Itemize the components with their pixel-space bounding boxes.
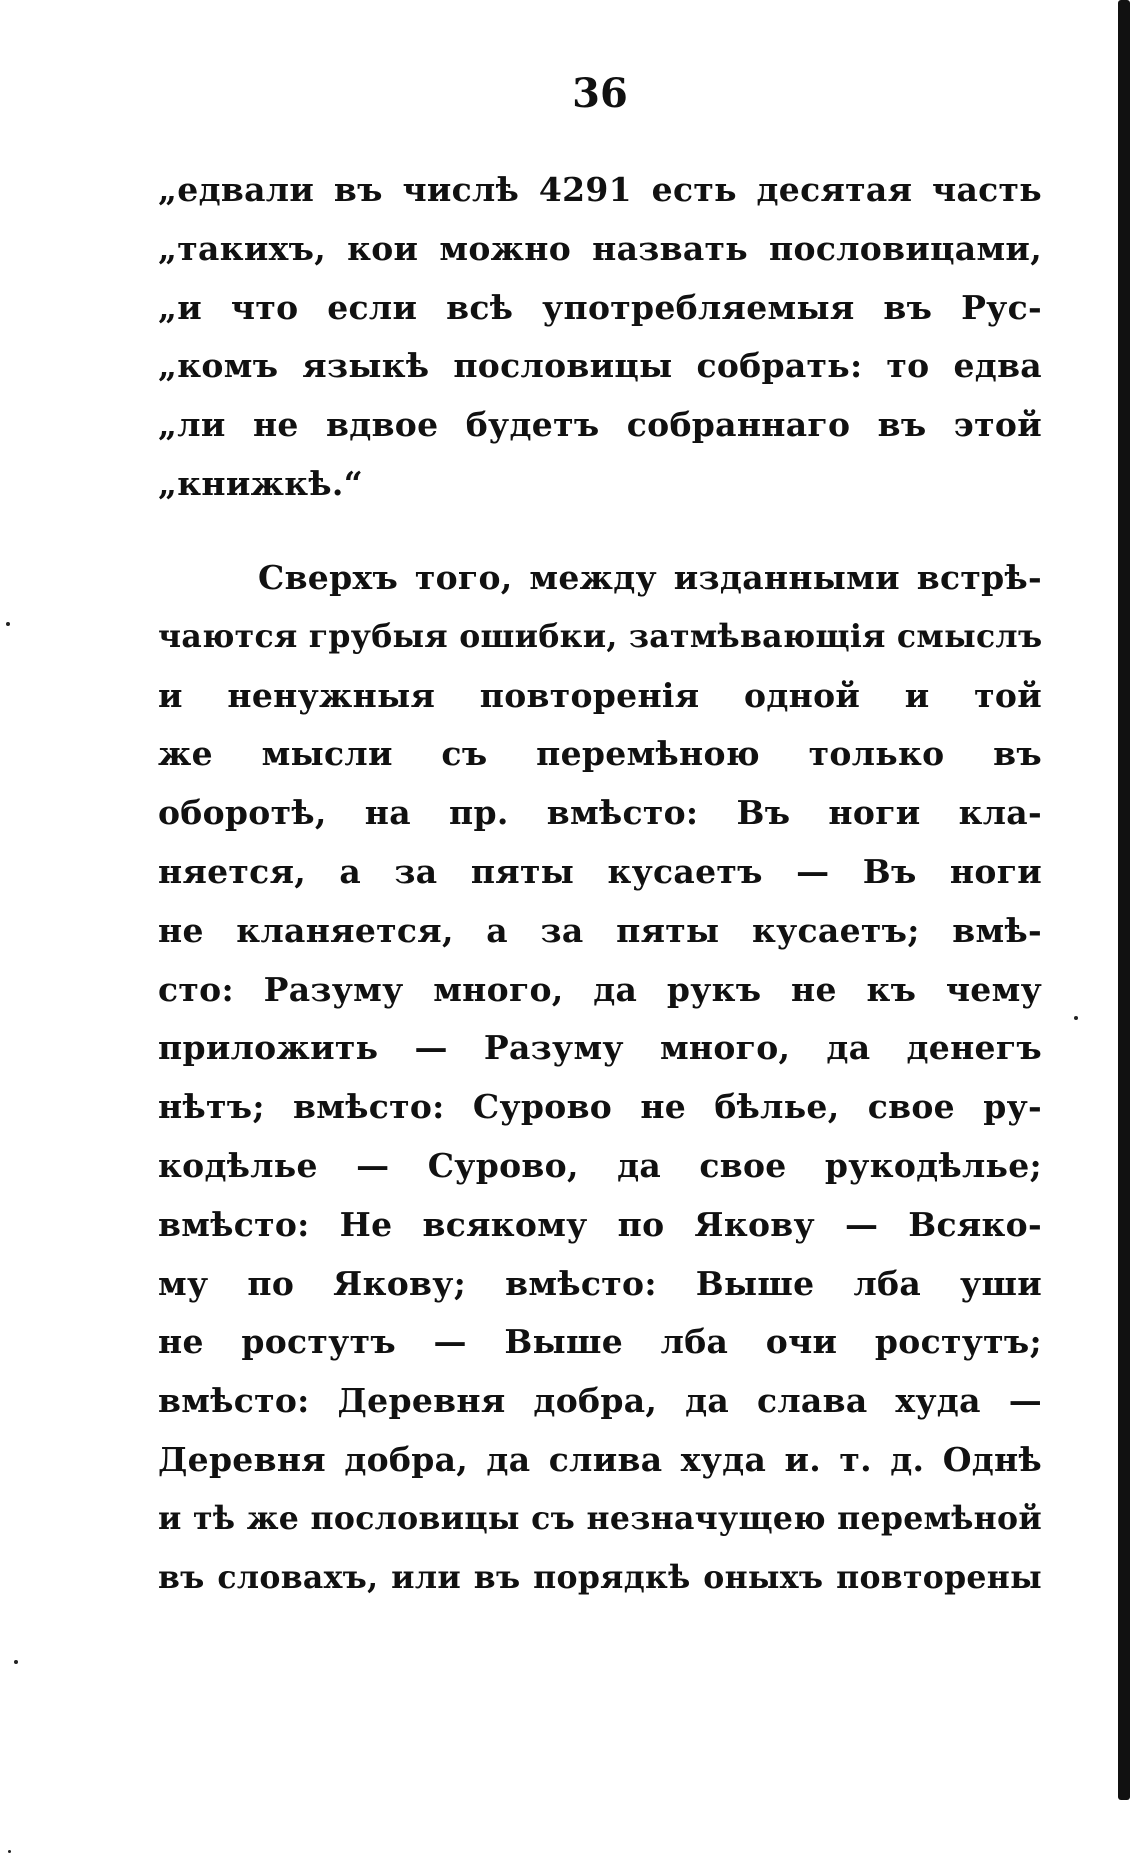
paragraph-line: же мысли съ перемѣною только въ	[158, 734, 1042, 774]
quote-block	[158, 161, 1042, 514]
paragraph-line: няется, а за пяты кусаетъ — Въ ноги	[158, 851, 1042, 891]
scan-speck	[14, 1660, 18, 1664]
scan-speck	[8, 1850, 11, 1853]
page-edge-shadow	[1118, 0, 1130, 1800]
quote-line: „едвали въ числѣ 4291 есть десятая часть	[158, 170, 1042, 209]
paragraph-line: и тѣ же пословицы съ незначущею перемѣной	[158, 1499, 1042, 1537]
paragraph-line: приложить — Разуму много, да денегъ	[158, 1028, 1042, 1068]
paragraph-line: сто: Разуму много, да рукъ не къ чему	[158, 969, 1042, 1009]
quote-line: „комъ языкѣ пословицы собрать: то едва	[158, 346, 1042, 386]
scan-speck	[1074, 1016, 1078, 1020]
quote-line: „книжкѣ.“	[158, 463, 363, 503]
paragraph-line: нѣтъ; вмѣсто: Сурово не бѣлье, свое ру-	[158, 1087, 1042, 1127]
paragraph-line: Деревня добра, да слива худа и. т. д. Однѣ	[158, 1439, 1042, 1479]
body-paragraph	[158, 549, 1042, 1607]
paragraph-line: кодѣлье — Сурово, да свое рукодѣлье;	[158, 1145, 1042, 1185]
quote-line: „такихъ, кои можно назвать пословицами,	[158, 228, 1042, 268]
paragraph-line: не кланяется, а за пяты кусаетъ; вмѣ-	[158, 910, 1042, 950]
quote-line: „ли не вдвое будетъ собраннаго въ этой	[158, 405, 1042, 445]
paragraph-line: оборотѣ, на пр. вмѣсто: Въ ноги кла-	[158, 793, 1042, 833]
page-number: 36	[572, 70, 628, 117]
paragraph-line: вмѣсто: Не всякому по Якову — Всяко-	[158, 1204, 1042, 1244]
paragraph-line: чаются грубыя ошибки, затмѣвающія смыслъ	[158, 617, 1043, 655]
paragraph-line: не ростутъ — Выше лба очи ростутъ;	[158, 1322, 1042, 1362]
paragraph-line: му по Якову; вмѣсто: Выше лба уши	[158, 1263, 1042, 1303]
scan-speck	[6, 622, 10, 626]
quote-line: „и что если всѣ употребляемыя въ Рус-	[158, 287, 1042, 327]
paragraph-line: Сверхъ того, между изданными встрѣ-	[258, 558, 1042, 597]
paragraph-line: и ненужныя повторенія одной и той	[158, 675, 1042, 715]
paragraph-line: въ словахъ, или въ порядкѣ оныхъ повторены	[158, 1558, 1042, 1596]
paragraph-line: вмѣсто: Деревня добра, да слава худа —	[158, 1381, 1042, 1421]
